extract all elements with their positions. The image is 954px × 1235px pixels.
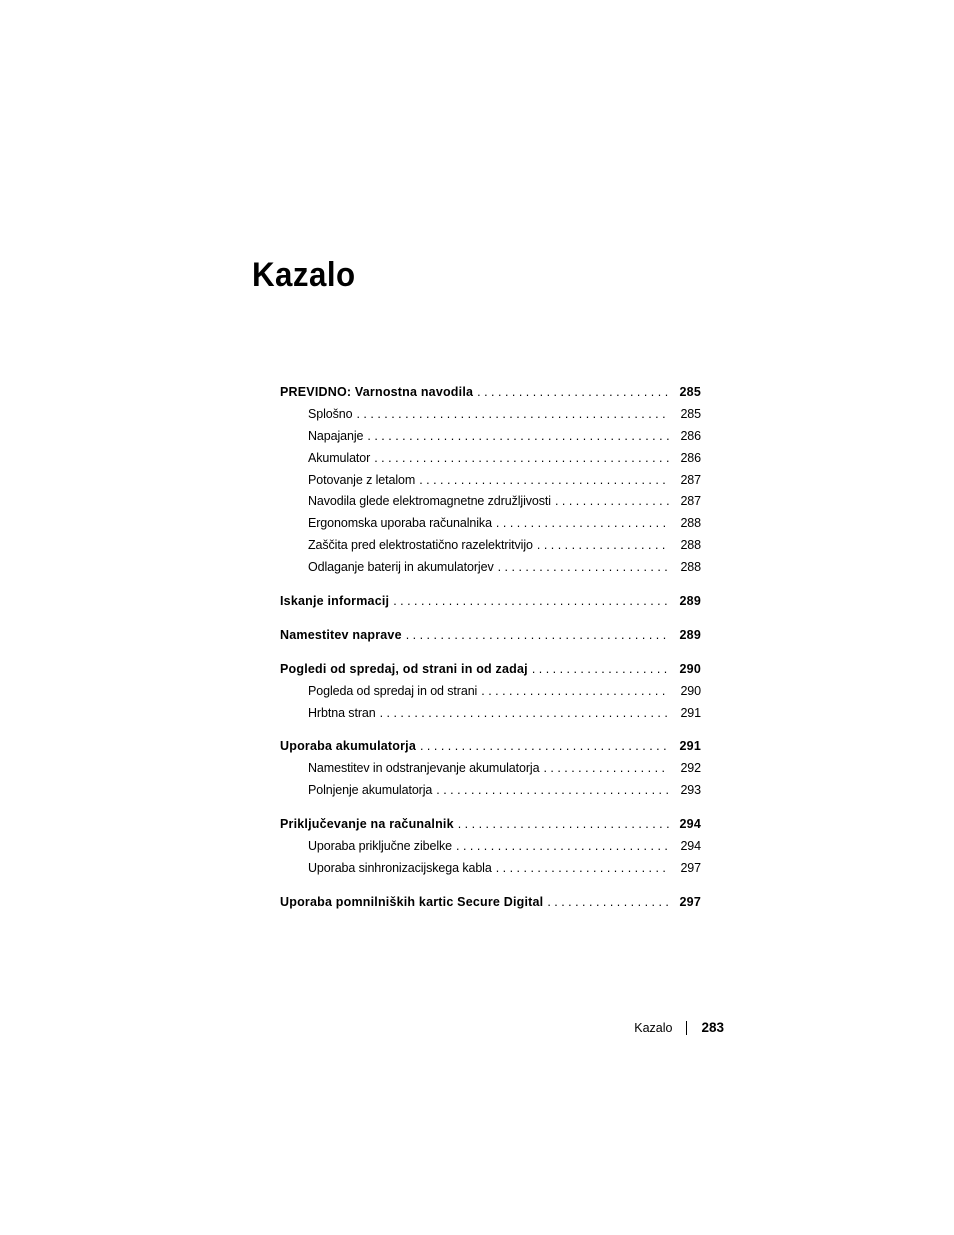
toc-group [280, 736, 701, 802]
toc-subsection-entry[interactable] [280, 758, 701, 780]
toc-section-entry[interactable] [280, 625, 701, 647]
toc-entry-label: Namestitev in odstranjevanje akumulatorja [308, 761, 540, 776]
toc-section-entry[interactable] [280, 814, 701, 836]
toc-entry-label: PREVIDNO: Varnostna navodila [280, 385, 474, 399]
toc-entry-label: Iskanje informacij [280, 594, 390, 609]
toc-subsection-entry[interactable] [280, 404, 701, 426]
toc-entry-label: Akumulator [308, 450, 371, 465]
dot-leader [494, 557, 669, 579]
toc-entry-label: Uporaba akumulatorja [280, 739, 416, 754]
dot-leader [363, 426, 669, 448]
dot-leader [370, 448, 669, 470]
toc-section-entry[interactable] [280, 659, 701, 681]
toc-section-entry[interactable] [280, 736, 701, 758]
table-of-contents [280, 382, 701, 926]
dot-leader [452, 836, 669, 858]
toc-section-entry[interactable] [280, 591, 701, 613]
dot-leader [492, 858, 669, 880]
toc-entry-page: 286 [680, 450, 701, 465]
page-footer [634, 1020, 724, 1035]
toc-entry-page: 285 [679, 385, 701, 399]
toc-entry-page: 294 [680, 839, 701, 854]
toc-group [280, 591, 701, 613]
footer-divider [686, 1021, 687, 1035]
toc-entry-label: Ergonomska uporaba računalnika [308, 516, 492, 531]
toc-entry-label: Hrbtna stran [308, 705, 376, 720]
toc-entry-page: 290 [680, 683, 701, 698]
toc-group [280, 382, 701, 579]
dot-leader [402, 625, 669, 647]
toc-entry-page: 287 [680, 494, 701, 509]
page-title: Kazalo [252, 256, 356, 294]
toc-entry-page: 292 [680, 761, 701, 776]
toc-entry-page: 297 [680, 860, 701, 875]
dot-leader [477, 681, 669, 703]
toc-subsection-entry[interactable] [280, 557, 701, 579]
dot-leader [352, 404, 669, 426]
toc-entry-page: 288 [680, 538, 701, 553]
toc-subsection-entry[interactable] [280, 513, 701, 535]
toc-group [280, 892, 701, 914]
toc-entry-label: Navodila glede elektromagnetne združljivosti [308, 494, 551, 509]
dot-leader [415, 470, 669, 492]
toc-entry-label: Namestitev naprave [280, 627, 402, 642]
toc-entry-label: Uporaba priključne zibelke [308, 839, 453, 854]
footer-section-name: Kazalo [634, 1020, 673, 1035]
toc-subsection-entry[interactable] [280, 448, 701, 470]
toc-subsection-entry[interactable] [280, 858, 701, 880]
toc-subsection-entry[interactable] [280, 703, 701, 725]
toc-entry-page: 288 [680, 560, 701, 575]
toc-entry-page: 285 [680, 406, 701, 421]
dot-leader [389, 591, 669, 613]
toc-subsection-entry[interactable] [280, 470, 701, 492]
toc-section-entry[interactable] [280, 382, 701, 404]
toc-subsection-entry[interactable] [280, 491, 701, 513]
toc-subsection-entry[interactable] [280, 780, 701, 802]
toc-entry-page: 293 [680, 783, 701, 798]
dot-leader [533, 535, 669, 557]
toc-entry-page: 289 [679, 627, 701, 642]
dot-leader [551, 491, 669, 513]
dot-leader [543, 892, 669, 914]
dot-leader [432, 780, 669, 802]
toc-entry-page: 286 [680, 428, 701, 443]
toc-subsection-entry[interactable] [280, 836, 701, 858]
dot-leader [376, 703, 669, 725]
footer-page-number: 283 [701, 1020, 724, 1035]
dot-leader [473, 382, 669, 404]
toc-entry-label: Pogledi od spredaj, od strani in od zadaj [280, 661, 528, 676]
toc-group [280, 659, 701, 725]
toc-entry-label: Uporaba pomnilniških kartic Secure Digital [280, 894, 544, 909]
toc-entry-label: Priključevanje na računalnik [280, 817, 454, 832]
toc-entry-label: Napajanje [308, 428, 364, 443]
toc-subsection-entry[interactable] [280, 426, 701, 448]
toc-entry-page: 287 [680, 472, 701, 487]
dot-leader [539, 758, 669, 780]
toc-entry-label: Potovanje z letalom [308, 472, 416, 487]
dot-leader [416, 736, 669, 758]
toc-subsection-entry[interactable] [280, 535, 701, 557]
toc-group [280, 625, 701, 647]
toc-entry-label: Odlaganje baterij in akumulatorjev [308, 560, 494, 575]
toc-entry-label: Splošno [308, 406, 353, 421]
toc-entry-page: 291 [679, 739, 701, 754]
toc-entry-page: 289 [679, 594, 701, 609]
dot-leader [528, 659, 669, 681]
toc-entry-label: Zaščita pred elektrostatično razelektritvijo [308, 538, 533, 553]
dot-leader [492, 513, 669, 535]
toc-entry-page: 294 [679, 817, 701, 832]
dot-leader [454, 814, 669, 836]
toc-entry-page: 291 [680, 705, 701, 720]
toc-entry-label: Uporaba sinhronizacijskega kabla [308, 860, 492, 875]
toc-section-entry[interactable] [280, 892, 701, 914]
toc-entry-label: Pogleda od spredaj in od strani [308, 683, 478, 698]
toc-group [280, 814, 701, 880]
toc-entry-page: 290 [679, 661, 701, 676]
toc-subsection-entry[interactable] [280, 681, 701, 703]
toc-entry-label: Polnjenje akumulatorja [308, 783, 433, 798]
toc-entry-page: 288 [680, 516, 701, 531]
toc-entry-page: 297 [679, 894, 701, 909]
